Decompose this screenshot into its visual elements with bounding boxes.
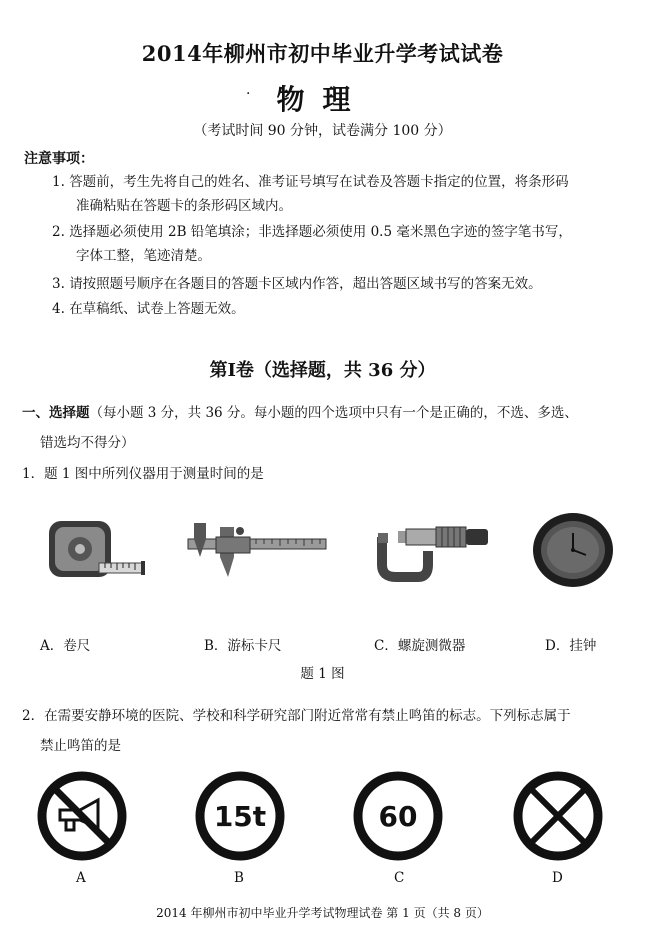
section-heading: 第Ⅰ卷（选择题，共 36 分） [209,360,436,381]
question-2-text [22,701,637,761]
figure-caption: 题 1 图 [300,666,345,682]
speed-limit-sign-icon [352,770,444,866]
decorative-dot: · [246,86,251,102]
section-instructions-continued: 错选均不得分） [40,435,135,451]
wall-clock-icon [528,510,618,590]
section-label: 一、选择题 [22,405,90,421]
question-2-line-2: 禁止鸣笛的是 [40,738,121,754]
sign-c-text: 60 [378,800,418,833]
tape-measure-icon [40,510,150,590]
notice-item-text: 答题前，考生先将自己的姓名、准考证号填写在试卷及答题卡指定的位置，将条形码 [69,174,569,190]
q2-option-c: C [394,870,405,886]
vernier-caliper-icon [180,515,330,585]
page-footer: 2014 年柳州市初中毕业升学考试物理试卷 第 1 页（共 8 页） [156,906,489,920]
notice-item-2 [52,220,637,268]
notice-item-text: 请按照题号顺序在各题目的答题卡区域内作答，超出答题区域书写的答案无效。 [69,276,542,292]
no-stopping-sign-icon [512,770,604,866]
q2-option-a: A [76,870,86,886]
notice-item-continuation: 字体工整，笔迹清楚。 [76,248,211,264]
q1-option-a: A．卷尺 [40,638,91,654]
subject-title: 物理 [276,83,369,116]
q2-option-b: B [234,870,244,886]
q1-option-c: C．螺旋测微器 [374,638,466,654]
weight-limit-sign-icon [194,770,286,866]
notice-item-4 [52,297,637,321]
notice-item-text: 在草稿纸、试卷上答题无效。 [69,301,245,317]
notice-item-3 [52,272,637,296]
notice-item-number: 3. [52,276,65,292]
no-horn-sign-icon [36,770,128,866]
q1-option-d: D．挂钟 [545,638,597,654]
notice-item-number: 2. [52,224,65,240]
section-instructions: （每小题 3 分，共 36 分。每小题的四个选项中只有一个是正确的，不选、多选、 [89,405,578,421]
exam-title: 2014年柳州市初中毕业升学考试试卷 [141,41,504,66]
notice-item-1 [52,170,637,218]
q1-option-b: B．游标卡尺 [204,638,282,654]
notice-item-number: 1. [52,174,65,190]
sign-b-text: 15t [213,800,267,833]
notice-item-text: 选择题必须使用 2B 铅笔填涂；非选择题必须使用 0.5 毫米黑色字迹的签字笔书写， [69,224,572,240]
time-note: （考试时间 90 分钟，试卷满分 100 分） [193,123,452,139]
question-1-text: 1．题 1 图中所列仪器用于测量时间的是 [22,466,264,482]
multiple-choice-intro [22,398,637,458]
notice-heading: 注意事项： [24,151,94,167]
micrometer-icon [372,515,492,585]
question-2-line-1: 2．在需要安静环境的医院、学校和科学研究部门附近常常有禁止鸣笛的标志。下列标志属于 [22,708,571,724]
notice-item-number: 4. [52,301,65,317]
notice-item-continuation: 准确粘贴在答题卡的条形码区域内。 [76,198,292,214]
q2-option-d: D [552,870,563,886]
